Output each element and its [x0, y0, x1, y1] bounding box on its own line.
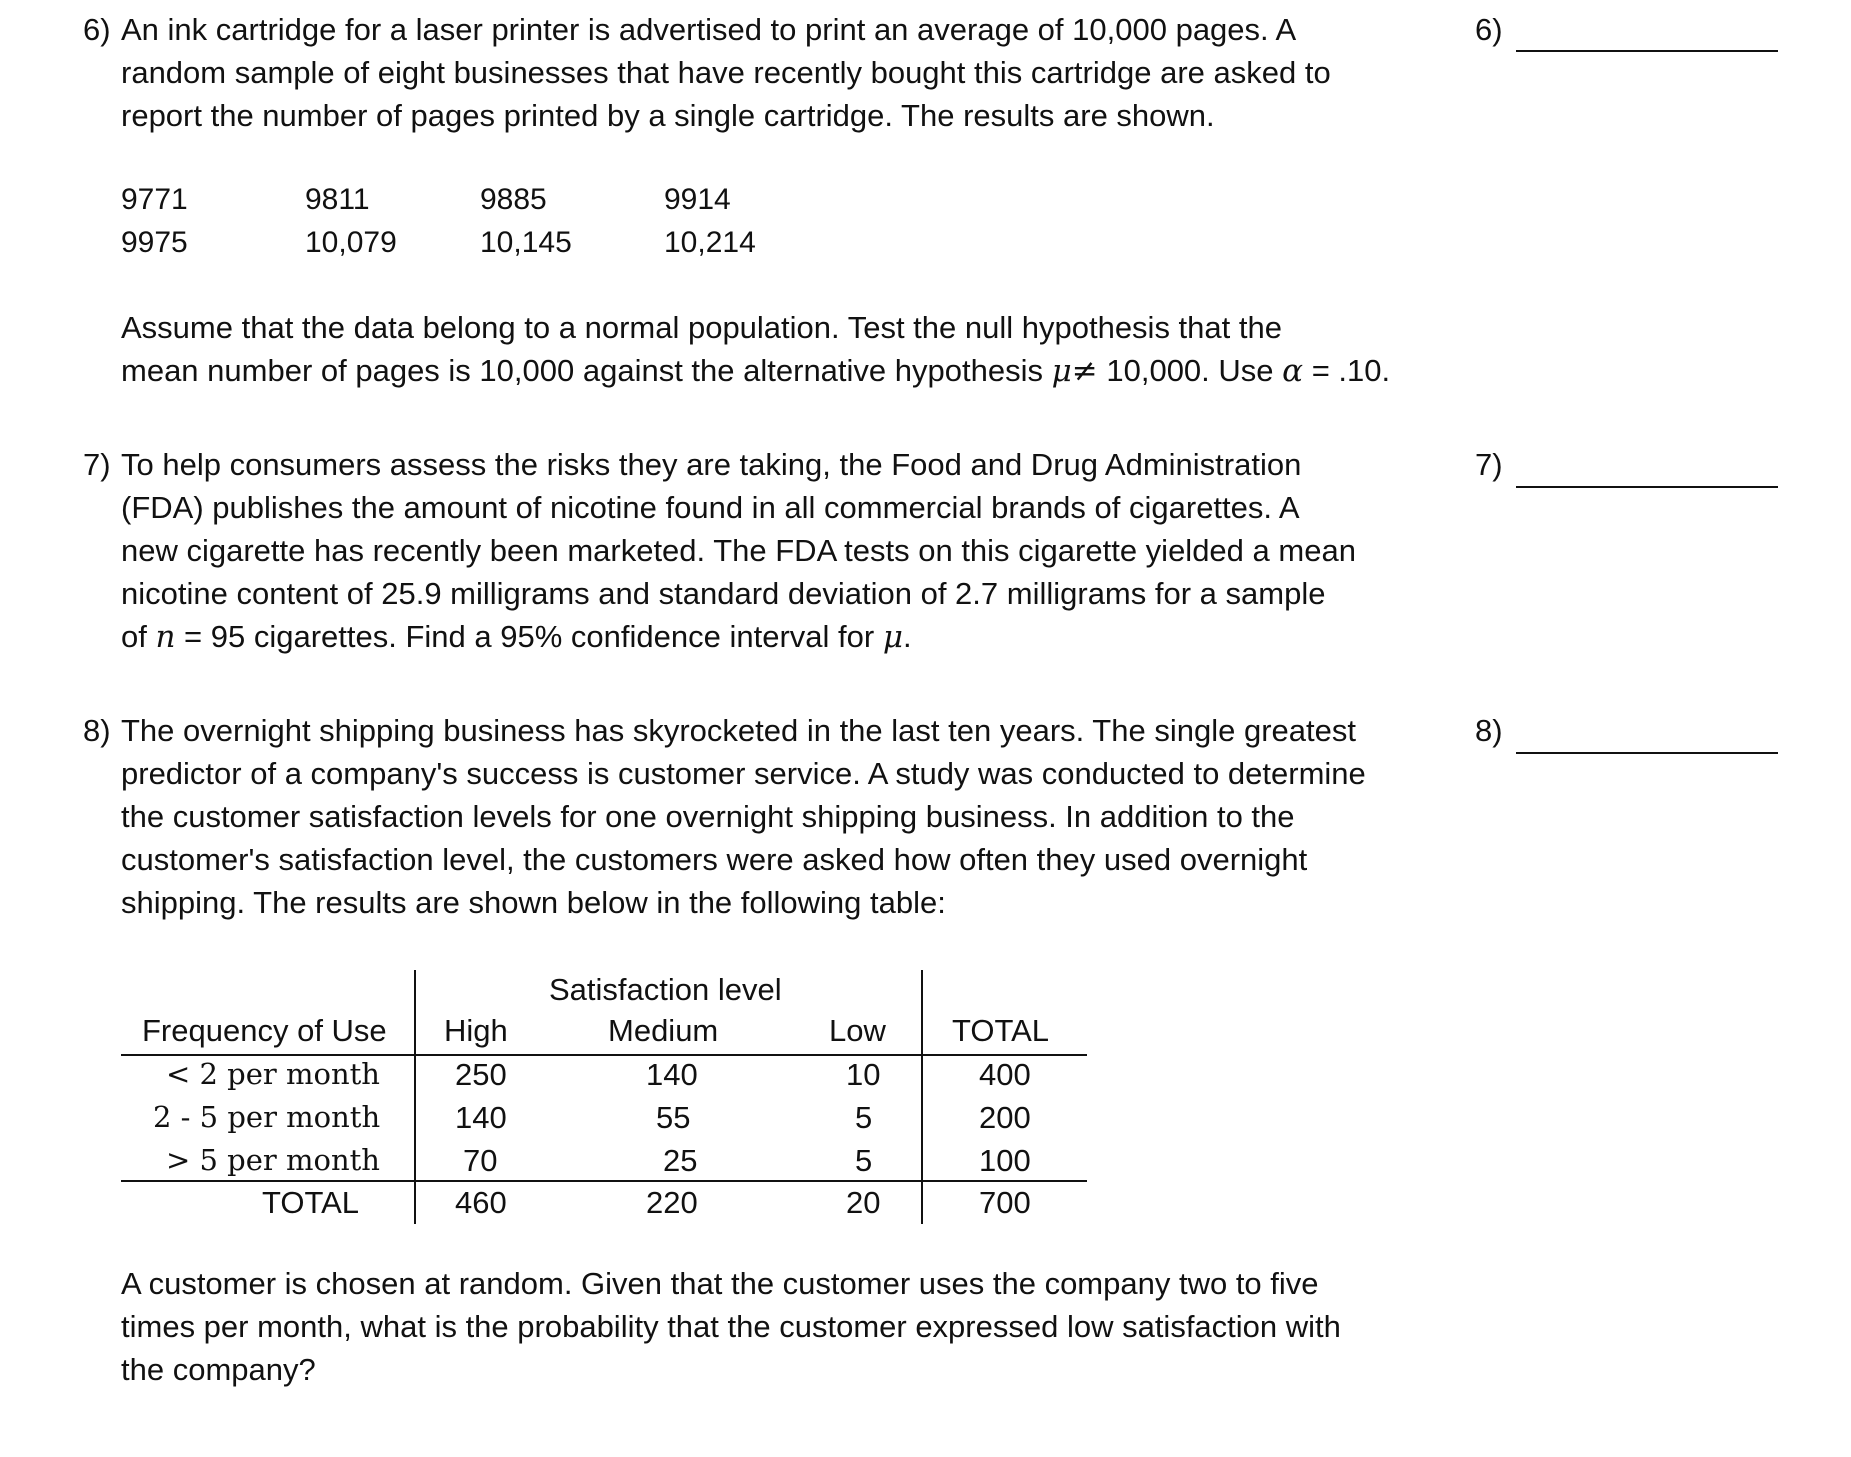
- question-7-line-1: To help consumers assess the risks they are taking, the Food and Drug Administration: [121, 447, 1302, 482]
- table-group-header: Satisfaction level: [549, 972, 782, 1007]
- question-7-line-2: (FDA) publishes the amount of nicotine found in all commercial brands of cigarettes. A: [121, 490, 1300, 525]
- question-8-number: 8): [83, 713, 111, 748]
- table-total-cell: 460: [455, 1185, 507, 1220]
- text-run: mean number of pages is 10,000 against the alternative hypothesis: [121, 353, 1052, 388]
- text-run: .: [902, 619, 912, 654]
- table-total-cell: 700: [979, 1185, 1031, 1220]
- question-7-number: 7): [83, 447, 111, 482]
- table-total-cell: 220: [646, 1185, 698, 1220]
- table-cell: 140: [455, 1100, 507, 1135]
- table-divider: [414, 970, 416, 1224]
- text-run: = 95 cigarettes. Find a 95% confidence interval for: [175, 619, 883, 654]
- question-7-line-3: new cigarette has recently been marketed. The FDA tests on this cigarette yielded a mean: [121, 533, 1356, 568]
- table-total-label: TOTAL: [262, 1185, 360, 1220]
- table-cell: 200: [979, 1100, 1031, 1135]
- table-cell: 55: [656, 1100, 691, 1135]
- answer-7-label: 7): [1475, 447, 1503, 482]
- question-7-text: [121, 443, 1441, 659]
- text-run: of: [121, 619, 156, 654]
- not-equal-symbol: ≠: [1071, 353, 1098, 389]
- question-8-line-2: predictor of a company's success is customer service. A study was conducted to determine: [121, 756, 1366, 791]
- question-6-line-1: An ink cartridge for a laser printer is advertised to print an average of 10,000 pages. A: [121, 12, 1297, 47]
- table-divider: [921, 970, 923, 1224]
- answer-8-label: 8): [1475, 713, 1503, 748]
- data-value: 9975: [121, 226, 188, 259]
- question-6-assume-line-2: [121, 349, 1441, 393]
- question-6-hypothesis-text: [121, 306, 1441, 393]
- table-cell: 70: [463, 1143, 498, 1178]
- table-column-header: High: [444, 1013, 508, 1048]
- data-value: 9914: [664, 183, 731, 216]
- mu-symbol: μ: [882, 619, 903, 655]
- table-row-label: < 2 per month: [166, 1057, 380, 1091]
- question-8-line-3: the customer satisfaction levels for one overnight shipping business. In addition to the: [121, 799, 1295, 834]
- data-value: 10,214: [664, 226, 756, 259]
- table-cell: 100: [979, 1143, 1031, 1178]
- table-total-cell: 20: [846, 1185, 881, 1220]
- question-7-line-5: [121, 615, 1441, 659]
- question-8-line-4: customer's satisfaction level, the customers were asked how often they used overnight: [121, 842, 1308, 877]
- question-8-followup-line-1: A customer is chosen at random. Given that the customer uses the company two to five: [121, 1266, 1319, 1301]
- table-cell: 250: [455, 1057, 507, 1092]
- table-column-header: TOTAL: [952, 1013, 1050, 1048]
- table-row-header: Frequency of Use: [142, 1013, 387, 1048]
- question-8-line-1: The overnight shipping business has skyrocketed in the last ten years. The single greatest: [121, 713, 1356, 748]
- question-8-line-5: shipping. The results are shown below in the following table:: [121, 885, 946, 920]
- answer-7-blank[interactable]: [1516, 486, 1778, 488]
- mu-symbol: μ: [1051, 353, 1072, 389]
- table-cell: 5: [855, 1100, 873, 1135]
- question-8-followup-text: [121, 1262, 1441, 1391]
- text-run: 10,000. Use: [1106, 353, 1283, 388]
- table-cell: 140: [646, 1057, 698, 1092]
- answer-8-blank[interactable]: [1516, 752, 1778, 754]
- question-8-followup-line-3: the company?: [121, 1352, 316, 1387]
- data-value: 10,079: [305, 226, 397, 259]
- data-value: 9811: [305, 183, 370, 216]
- question-6-number: 6): [83, 12, 111, 47]
- alpha-symbol: α: [1282, 353, 1304, 389]
- table-column-header: Medium: [608, 1013, 719, 1048]
- answer-6-blank[interactable]: [1516, 50, 1778, 52]
- satisfaction-table: [121, 962, 1087, 1224]
- text-run: = .10.: [1303, 353, 1391, 388]
- table-cell: 5: [855, 1143, 873, 1178]
- question-6-assume-line-1: Assume that the data belong to a normal population. Test the null hypothesis that the: [121, 310, 1282, 345]
- question-8-followup-line-2: times per month, what is the probability that the customer expressed low satisfaction with: [121, 1309, 1341, 1344]
- question-8-text: [121, 709, 1441, 924]
- data-value: 9885: [480, 183, 547, 216]
- n-symbol: n: [155, 619, 176, 655]
- data-value: 9771: [121, 183, 188, 216]
- answer-6-label: 6): [1475, 12, 1503, 47]
- data-value: 10,145: [480, 226, 572, 259]
- table-column-header: Low: [829, 1013, 886, 1048]
- table-cell: 400: [979, 1057, 1031, 1092]
- question-7-line-4: nicotine content of 25.9 milligrams and standard deviation of 2.7 milligrams for a sample: [121, 576, 1326, 611]
- table-row-label: 2 - 5 per month: [153, 1100, 381, 1134]
- question-6-line-2: random sample of eight businesses that have recently bought this cartridge are asked to: [121, 55, 1331, 90]
- table-row-label: > 5 per month: [166, 1143, 380, 1177]
- question-6-text: [121, 8, 1441, 137]
- table-cell: 10: [846, 1057, 881, 1092]
- question-6-line-3: report the number of pages printed by a single cartridge. The results are shown.: [121, 98, 1215, 133]
- table-cell: 25: [663, 1143, 698, 1178]
